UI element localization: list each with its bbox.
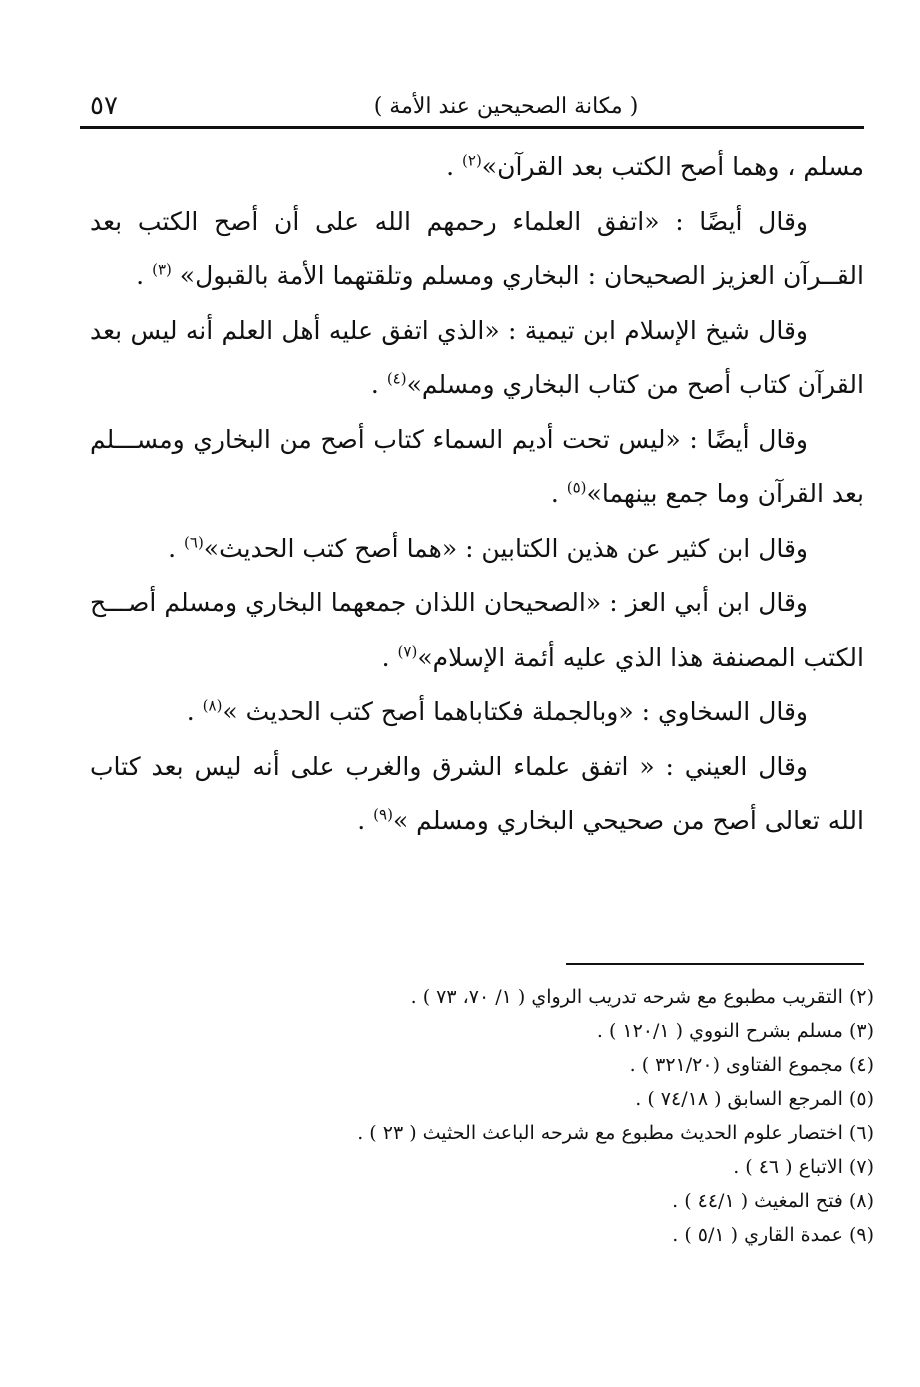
- footnote: (٥) المرجع السابق ( ٧٤/١٨ ) .: [635, 1088, 874, 1110]
- paragraph-text: وقال أيضًا : «ليس تحت أديم السماء كتاب أصح من البخاري ومســـلم بعد القرآن وما جمع بينهما»: [90, 424, 864, 508]
- running-title: ( مكانة الصحيحين عند الأمة ): [373, 94, 639, 119]
- paragraph: [90, 304, 864, 413]
- page-number: ٥٧: [90, 91, 118, 121]
- page-header: [78, 88, 864, 128]
- footnote: (٨) فتح المغيث ( ٤٤/١ ) .: [672, 1190, 874, 1212]
- paragraph-text: وقال ابن أبي العز : «الصحيحان اللذان جمعهما البخاري ومسلم أصـــح الكتب المصنفة هذا الذي عليه أئمة الإسلام»: [90, 588, 864, 672]
- footnote-separator: [566, 963, 864, 965]
- paragraph-text: وقال السخاوي : «وبالجملة فكتاباهما أصح كتب الحديث »: [222, 697, 808, 726]
- footnote-reference: (٦): [184, 533, 204, 552]
- paragraph-end: .: [381, 642, 398, 672]
- paragraph: [90, 195, 864, 304]
- paragraph-text: وقال ابن كثير عن هذين الكتابين : «هما أصح كتب الحديث»: [203, 533, 808, 563]
- paragraph-end: .: [136, 261, 153, 290]
- footnote-reference: (٧): [397, 642, 418, 661]
- header-rule: [80, 126, 864, 129]
- footnote-reference: (٥): [566, 478, 587, 497]
- paragraph-end: .: [446, 152, 463, 181]
- paragraph: [90, 413, 864, 522]
- footnote: (٣) مسلم بشرح النووي ( ١٢٠/١ ) .: [596, 1020, 874, 1042]
- footnote-reference: (٩): [373, 805, 393, 824]
- paragraph-text: وقال شيخ الإسلام ابن تيمية : «الذي اتفق عليه أهل العلم أنه ليس بعد القرآن كتاب أصح من كتاب البخاري ومسلم»: [90, 315, 864, 399]
- footnote: (٩) عمدة القاري ( ٥/١ ) .: [672, 1224, 874, 1246]
- paragraph: [90, 576, 864, 685]
- footnote-reference: (٣): [152, 260, 172, 279]
- paragraph: [90, 522, 864, 577]
- paragraph-end: .: [357, 806, 374, 835]
- paragraph: [90, 140, 864, 195]
- main-text: [90, 140, 864, 849]
- paragraph-text: وقال أيضًا : «اتفق العلماء رحمهم الله على أن أصح الكتب بعد القــرآن العزيز الصحيحان : البخاري ومسلم وتلقتهما الأمة بالقبول»: [90, 206, 864, 290]
- paragraph: [90, 685, 864, 740]
- footnote-reference: (٨): [202, 696, 223, 715]
- footnote: (٦) اختصار علوم الحديث مطبوع مع شرحه الباعث الحثيث ( ٢٣ ) .: [357, 1122, 874, 1144]
- paragraph-end: .: [168, 533, 185, 563]
- footnotes: [300, 980, 874, 1252]
- paragraph-end: .: [186, 697, 203, 726]
- paragraph-end: .: [370, 370, 387, 399]
- paragraph-text: مسلم ، وهما أصح الكتب بعد القرآن»: [481, 152, 864, 181]
- footnote: (٢) التقريب مطبوع مع شرحه تدريب الرواي ( ١/ ٧٠، ٧٣ ) .: [410, 986, 874, 1008]
- footnote-reference: (٤): [386, 369, 407, 388]
- paragraph-text: وقال العيني : « اتفق علماء الشرق والغرب على أنه ليس بعد كتاب الله تعالى أصح من صحيحي البخاري ومسلم »: [90, 751, 864, 835]
- footnote: (٤) مجموع الفتاوى (٣٢١/٢٠ ) .: [629, 1054, 874, 1076]
- paragraph-end: .: [550, 479, 567, 508]
- footnote: (٧) الاتباع ( ٤٦ ) .: [733, 1156, 874, 1178]
- footnote-reference: (٢): [462, 151, 482, 170]
- paragraph: [90, 740, 864, 849]
